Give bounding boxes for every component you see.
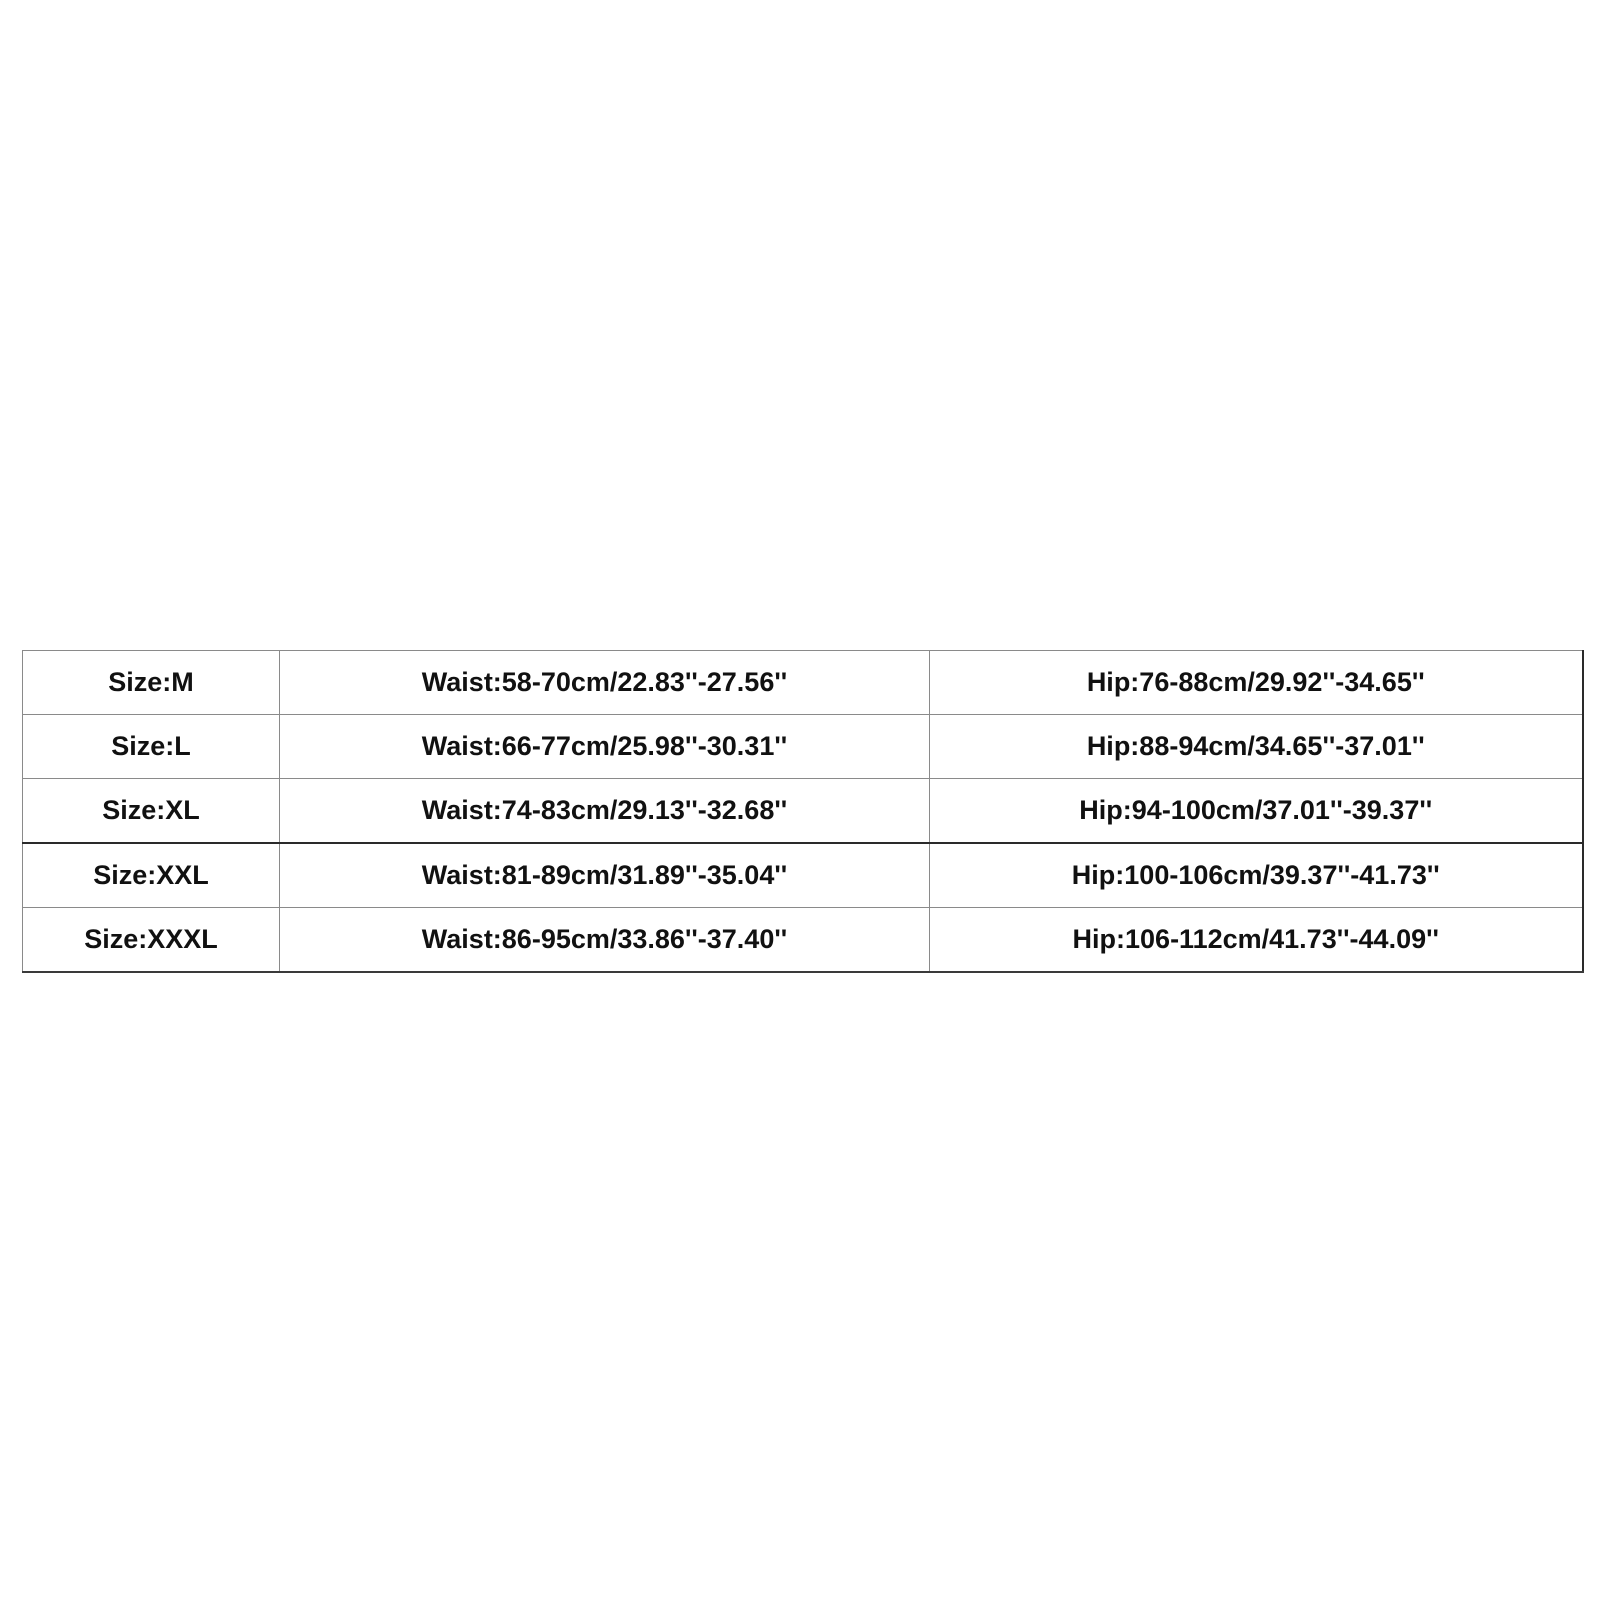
hip-cell: Hip:76-88cm/29.92''-34.65''	[930, 651, 1583, 715]
waist-cell: Waist:86-95cm/33.86''-37.40''	[280, 908, 930, 973]
hip-cell: Hip:88-94cm/34.65''-37.01''	[930, 715, 1583, 779]
size-row-xxxl	[23, 908, 1583, 973]
size-row-xl	[23, 779, 1583, 844]
waist-cell: Waist:66-77cm/25.98''-30.31''	[280, 715, 930, 779]
size-row-l	[23, 715, 1583, 779]
hip-cell: Hip:94-100cm/37.01''-39.37''	[930, 779, 1583, 844]
hip-cell: Hip:100-106cm/39.37''-41.73''	[930, 843, 1583, 908]
size-cell: Size:M	[23, 651, 280, 715]
waist-cell: Waist:81-89cm/31.89''-35.04''	[280, 843, 930, 908]
size-cell: Size:L	[23, 715, 280, 779]
hip-cell: Hip:106-112cm/41.73''-44.09''	[930, 908, 1583, 973]
size-chart-table	[22, 650, 1584, 973]
size-cell: Size:XL	[23, 779, 280, 844]
size-cell: Size:XXL	[23, 843, 280, 908]
waist-cell: Waist:74-83cm/29.13''-32.68''	[280, 779, 930, 844]
size-row-xxl	[23, 843, 1583, 908]
size-row-m	[23, 651, 1583, 715]
waist-cell: Waist:58-70cm/22.83''-27.56''	[280, 651, 930, 715]
size-cell: Size:XXXL	[23, 908, 280, 973]
